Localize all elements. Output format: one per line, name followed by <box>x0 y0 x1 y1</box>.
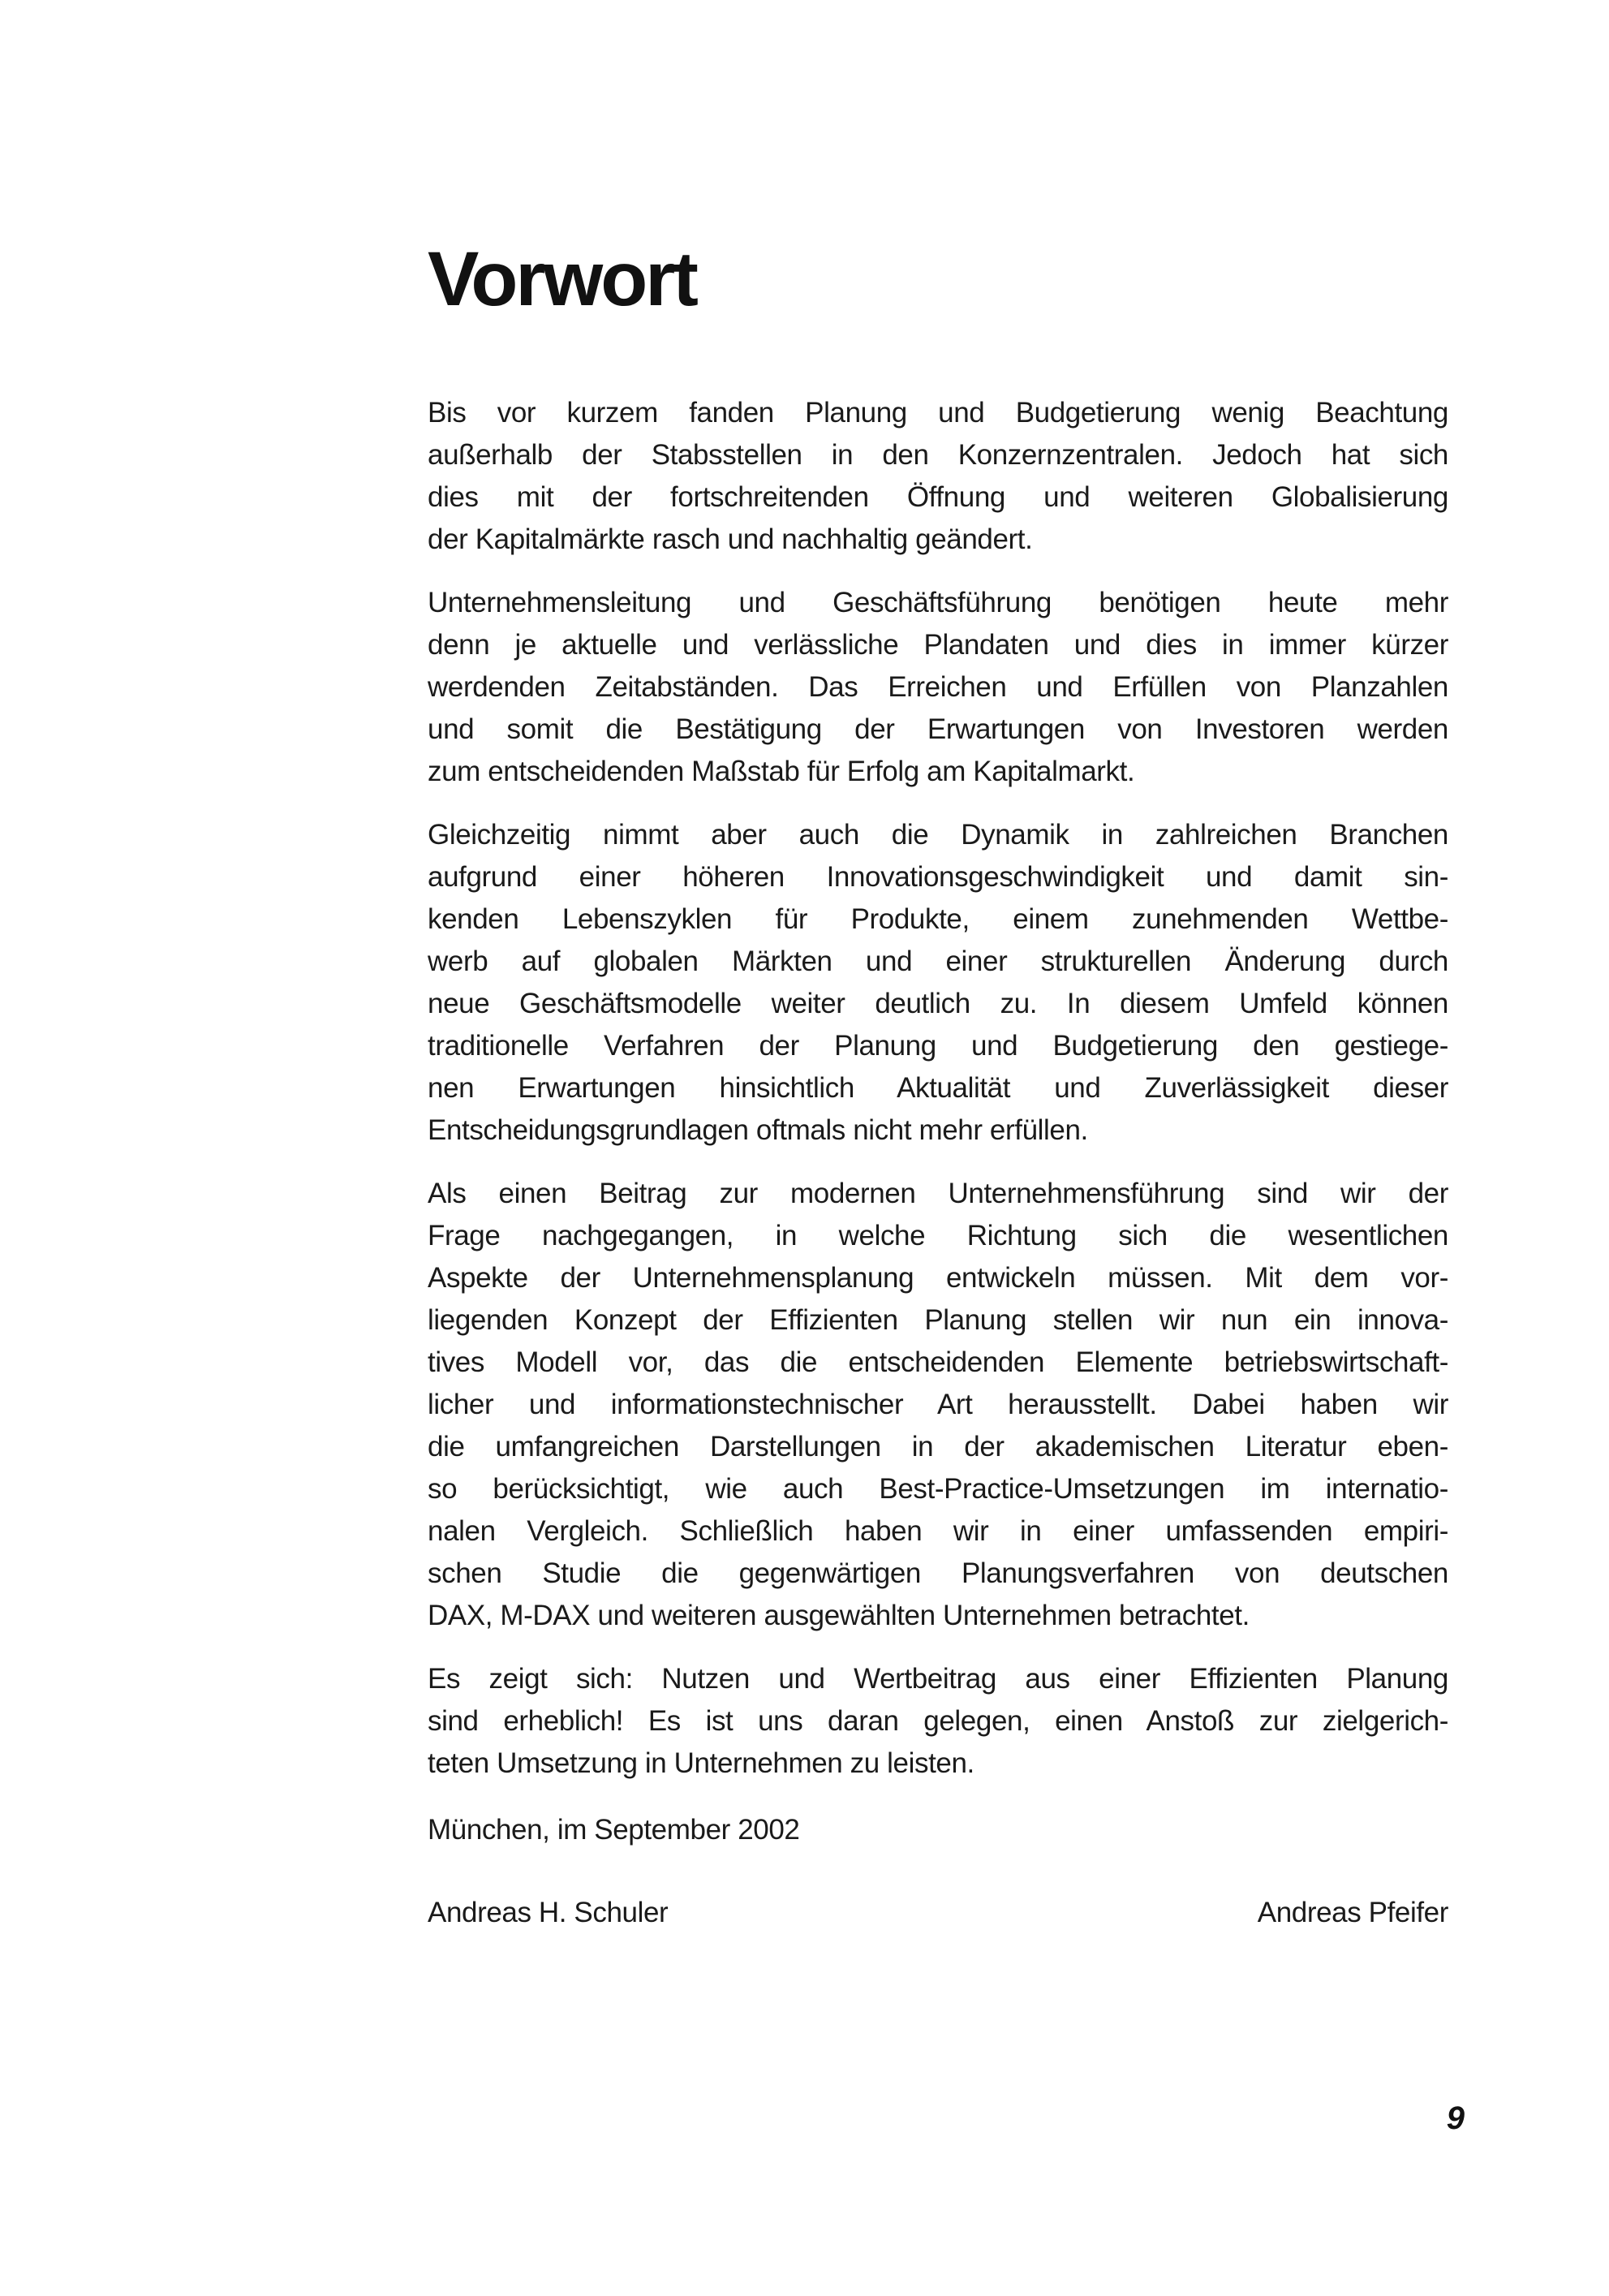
text-line: der Kapitalmärkte rasch und nachhaltig geändert. <box>428 523 1033 555</box>
text-line: zum entscheidenden Maßstab für Erfolg am Kapitalmarkt. <box>428 755 1135 787</box>
text-line: so berücksichtigt, wie auch Best-Practice-Umsetzungen im internatio- <box>428 1472 1448 1505</box>
text-line: aufgrund einer höheren Innovationsgeschwindigkeit und damit sin- <box>428 860 1448 893</box>
text-line: neue Geschäftsmodelle weiter deutlich zu. In diesem Umfeld können <box>428 987 1448 1019</box>
paragraph <box>428 814 1448 1152</box>
text-line: schen Studie die gegenwärtigen Planungsverfahren von deutschen <box>428 1557 1448 1589</box>
paragraph <box>428 1658 1448 1785</box>
text-line: Es zeigt sich: Nutzen und Wertbeitrag aus einer Effizienten Planung <box>428 1662 1448 1695</box>
text-line: tives Modell vor, das die entscheidenden Elemente betriebswirtschaft- <box>428 1346 1448 1378</box>
text-line: Als einen Beitrag zur modernen Unternehmensführung sind wir der <box>428 1177 1448 1209</box>
text-line: Bis vor kurzem fanden Planung und Budgetierung wenig Beachtung <box>428 396 1448 429</box>
paragraph <box>428 392 1448 561</box>
page-title: Vorwort <box>428 236 696 322</box>
text-line: Entscheidungsgrundlagen oftmals nicht mehr erfüllen. <box>428 1114 1088 1146</box>
text-line: die umfangreichen Darstellungen in der akademischen Literatur eben- <box>428 1430 1448 1462</box>
text-block <box>428 237 1448 1934</box>
text-line: teten Umsetzung in Unternehmen zu leisten. <box>428 1747 974 1779</box>
text-line: dies mit der fortschreitenden Öffnung und weiteren Globalisierung <box>428 480 1448 513</box>
text-line: Unternehmensleitung und Geschäftsführung benötigen heute mehr <box>428 586 1448 618</box>
text-line: Gleichzeitig nimmt aber auch die Dynamik in zahlreichen Branchen <box>428 818 1448 851</box>
text-line: werb auf globalen Märkten und einer strukturellen Änderung durch <box>428 945 1448 977</box>
text-line: und somit die Bestätigung der Erwartungen von Investoren werden <box>428 713 1448 745</box>
paragraph <box>428 582 1448 793</box>
text-line: liegenden Konzept der Effizienten Planung stellen wir nun ein innova- <box>428 1303 1448 1336</box>
text-line: DAX, M-DAX und weiteren ausgewählten Unternehmen betrachtet. <box>428 1599 1250 1631</box>
text-line: sind erheblich! Es ist uns daran gelegen, einen Anstoß zur zielgerich- <box>428 1704 1448 1737</box>
text-line: kenden Lebenszyklen für Produkte, einem zunehmenden Wettbe- <box>428 902 1448 935</box>
text-line: Frage nachgegangen, in welche Richtung sich die wesentlichen <box>428 1219 1448 1251</box>
page-number: 9 <box>1446 2100 1465 2136</box>
date-line: München, im September 2002 <box>428 1813 800 1846</box>
text-line: nen Erwartungen hinsichtlich Aktualität und Zuverlässigkeit dieser <box>428 1071 1448 1104</box>
text-line: licher und informationstechnischer Art herausstellt. Dabei haben wir <box>428 1388 1448 1420</box>
signature-right: Andreas Pfeifer <box>1257 1896 1448 1928</box>
text-line: außerhalb der Stabsstellen in den Konzernzentralen. Jedoch hat sich <box>428 438 1448 471</box>
text-line: denn je aktuelle und verlässliche Plandaten und dies in immer kürzer <box>428 628 1448 661</box>
text-line: traditionelle Verfahren der Planung und Budgetierung den gestiege- <box>428 1029 1448 1062</box>
signature-left: Andreas H. Schuler <box>428 1896 669 1928</box>
text-line: Aspekte der Unternehmensplanung entwickeln müssen. Mit dem vor- <box>428 1261 1448 1294</box>
paragraph <box>428 1173 1448 1637</box>
text-line: werdenden Zeitabständen. Das Erreichen und Erfüllen von Planzahlen <box>428 670 1448 703</box>
text-line: nalen Vergleich. Schließlich haben wir in einer umfassenden empiri- <box>428 1514 1448 1547</box>
signature-row <box>428 1892 1448 1934</box>
